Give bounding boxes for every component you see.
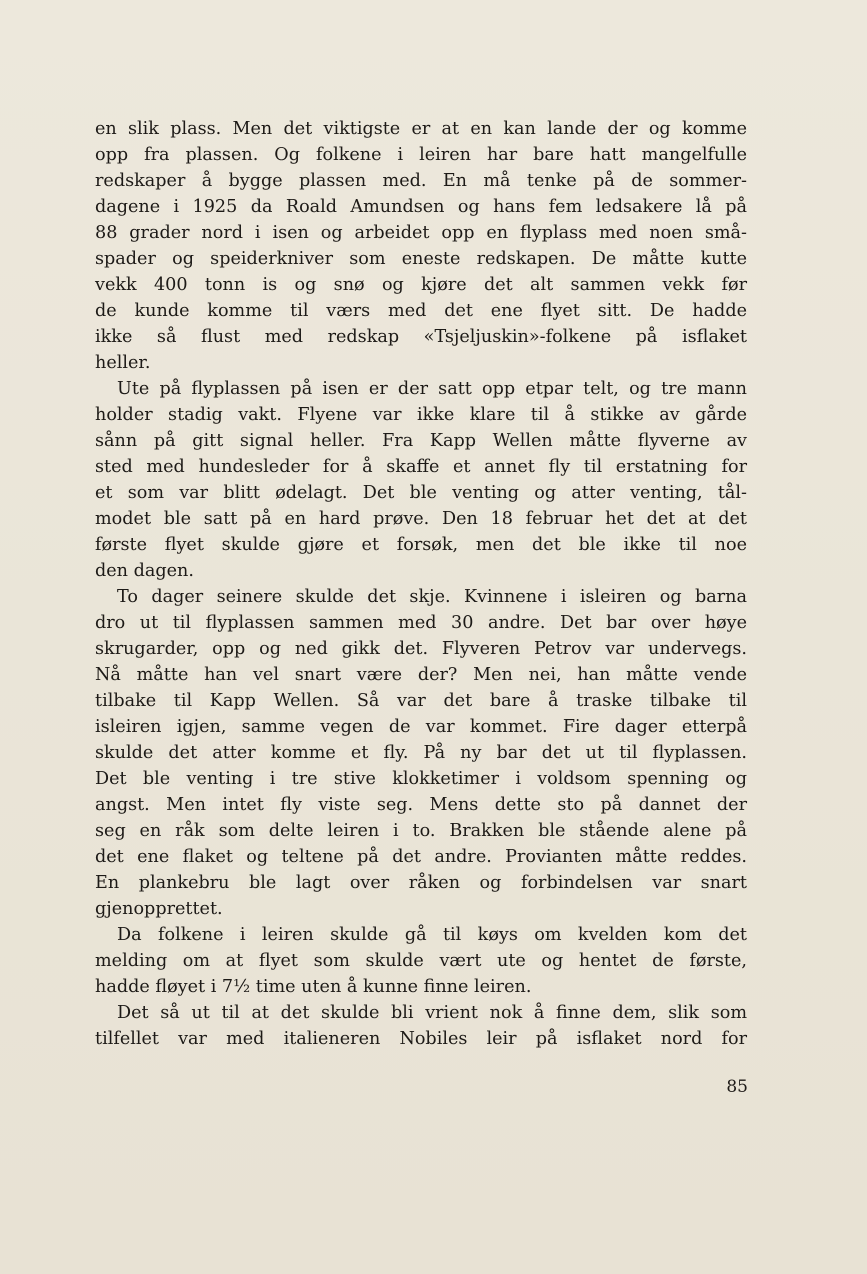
text-line: spader og speiderkniver som eneste redskapen. De måtte kutte [95,249,747,269]
paragraph-4 [95,922,747,1000]
text-line: seg en råk som delte leiren i to. Brakken ble stående alene på [95,821,747,841]
text-line: redskaper å bygge plassen med. En må tenke på de sommer- [95,171,747,191]
text-line: En plankebru ble lagt over råken og forbindelsen var snart [95,873,747,893]
text-line: modet ble satt på en hard prøve. Den 18 februar het det at det [95,509,747,529]
text-line: 88 grader nord i isen og arbeidet opp en flyplass med noen små- [95,223,747,243]
text-line: de kunde komme til værs med det ene flyet sitt. De hadde [95,301,747,321]
text-line: sånn på gitt signal heller. Fra Kapp Wellen måtte flyverne av [95,431,747,451]
text-line: isleiren igjen, samme vegen de var kommet. Fire dager etterpå [95,717,747,737]
text-line: et som var blitt ødelagt. Det ble venting og atter venting, tål- [95,483,747,503]
text-line: heller. [95,353,151,373]
text-line: skulde det atter komme et fly. På ny bar det ut til flyplassen. [95,743,747,763]
text-line: første flyet skulde gjøre et forsøk, men det ble ikke til noe [95,535,747,555]
text-line: den dagen. [95,561,194,581]
text-line: hadde fløyet i 7½ time uten å kunne finne leiren. [95,977,532,997]
text-line: ikke så flust med redskap «Tsjeljuskin»-folkene på isflaket [95,327,747,347]
text-line: Ute på flyplassen på isen er der satt opp etpar telt, og tre mann [117,379,747,399]
text-line: Det så ut til at det skulde bli vrient nok å finne dem, slik som [117,1003,747,1023]
text-line: sted med hundesleder for å skaffe et annet fly til erstatning for [95,457,747,477]
text-line: skrugarder, opp og ned gikk det. Flyveren Petrov var undervegs. [95,639,747,659]
text-line: melding om at flyet som skulde vært ute og hentet de første, [95,951,747,971]
text-line: Nå måtte han vel snart være der? Men nei, han måtte vende [95,665,747,685]
text-line: gjenopprettet. [95,899,223,919]
text-line: dagene i 1925 da Roald Amundsen og hans fem ledsakere lå på [95,197,747,217]
paragraph-1 [95,116,747,376]
page-number: 85 [726,1077,748,1097]
text-line: Det ble venting i tre stive klokketimer i voldsom spenning og [95,769,747,789]
paragraph-5 [95,1000,747,1052]
paragraph-3 [95,584,747,922]
text-line: dro ut til flyplassen sammen med 30 andre. Det bar over høye [95,613,747,633]
text-line: tilfellet var med italieneren Nobiles leir på isflaket nord for [95,1029,747,1049]
paragraph-2 [95,376,747,584]
text-line: vekk 400 tonn is og snø og kjøre det alt sammen vekk før [95,275,747,295]
text-line: angst. Men intet fly viste seg. Mens dette sto på dannet der [95,795,747,815]
body-text [95,116,747,1052]
text-line: To dager seinere skulde det skje. Kvinnene i isleiren og barna [117,587,747,607]
text-line: opp fra plassen. Og folkene i leiren har bare hatt mangelfulle [95,145,747,165]
text-line: Da folkene i leiren skulde gå til køys om kvelden kom det [117,925,747,945]
text-line: holder stadig vakt. Flyene var ikke klare til å stikke av gårde [95,405,747,425]
text-line: tilbake til Kapp Wellen. Så var det bare å traske tilbake til [95,691,747,711]
text-line: det ene flaket og teltene på det andre. Provianten måtte reddes. [95,847,747,867]
text-line: en slik plass. Men det viktigste er at en kan lande der og komme [95,119,747,139]
